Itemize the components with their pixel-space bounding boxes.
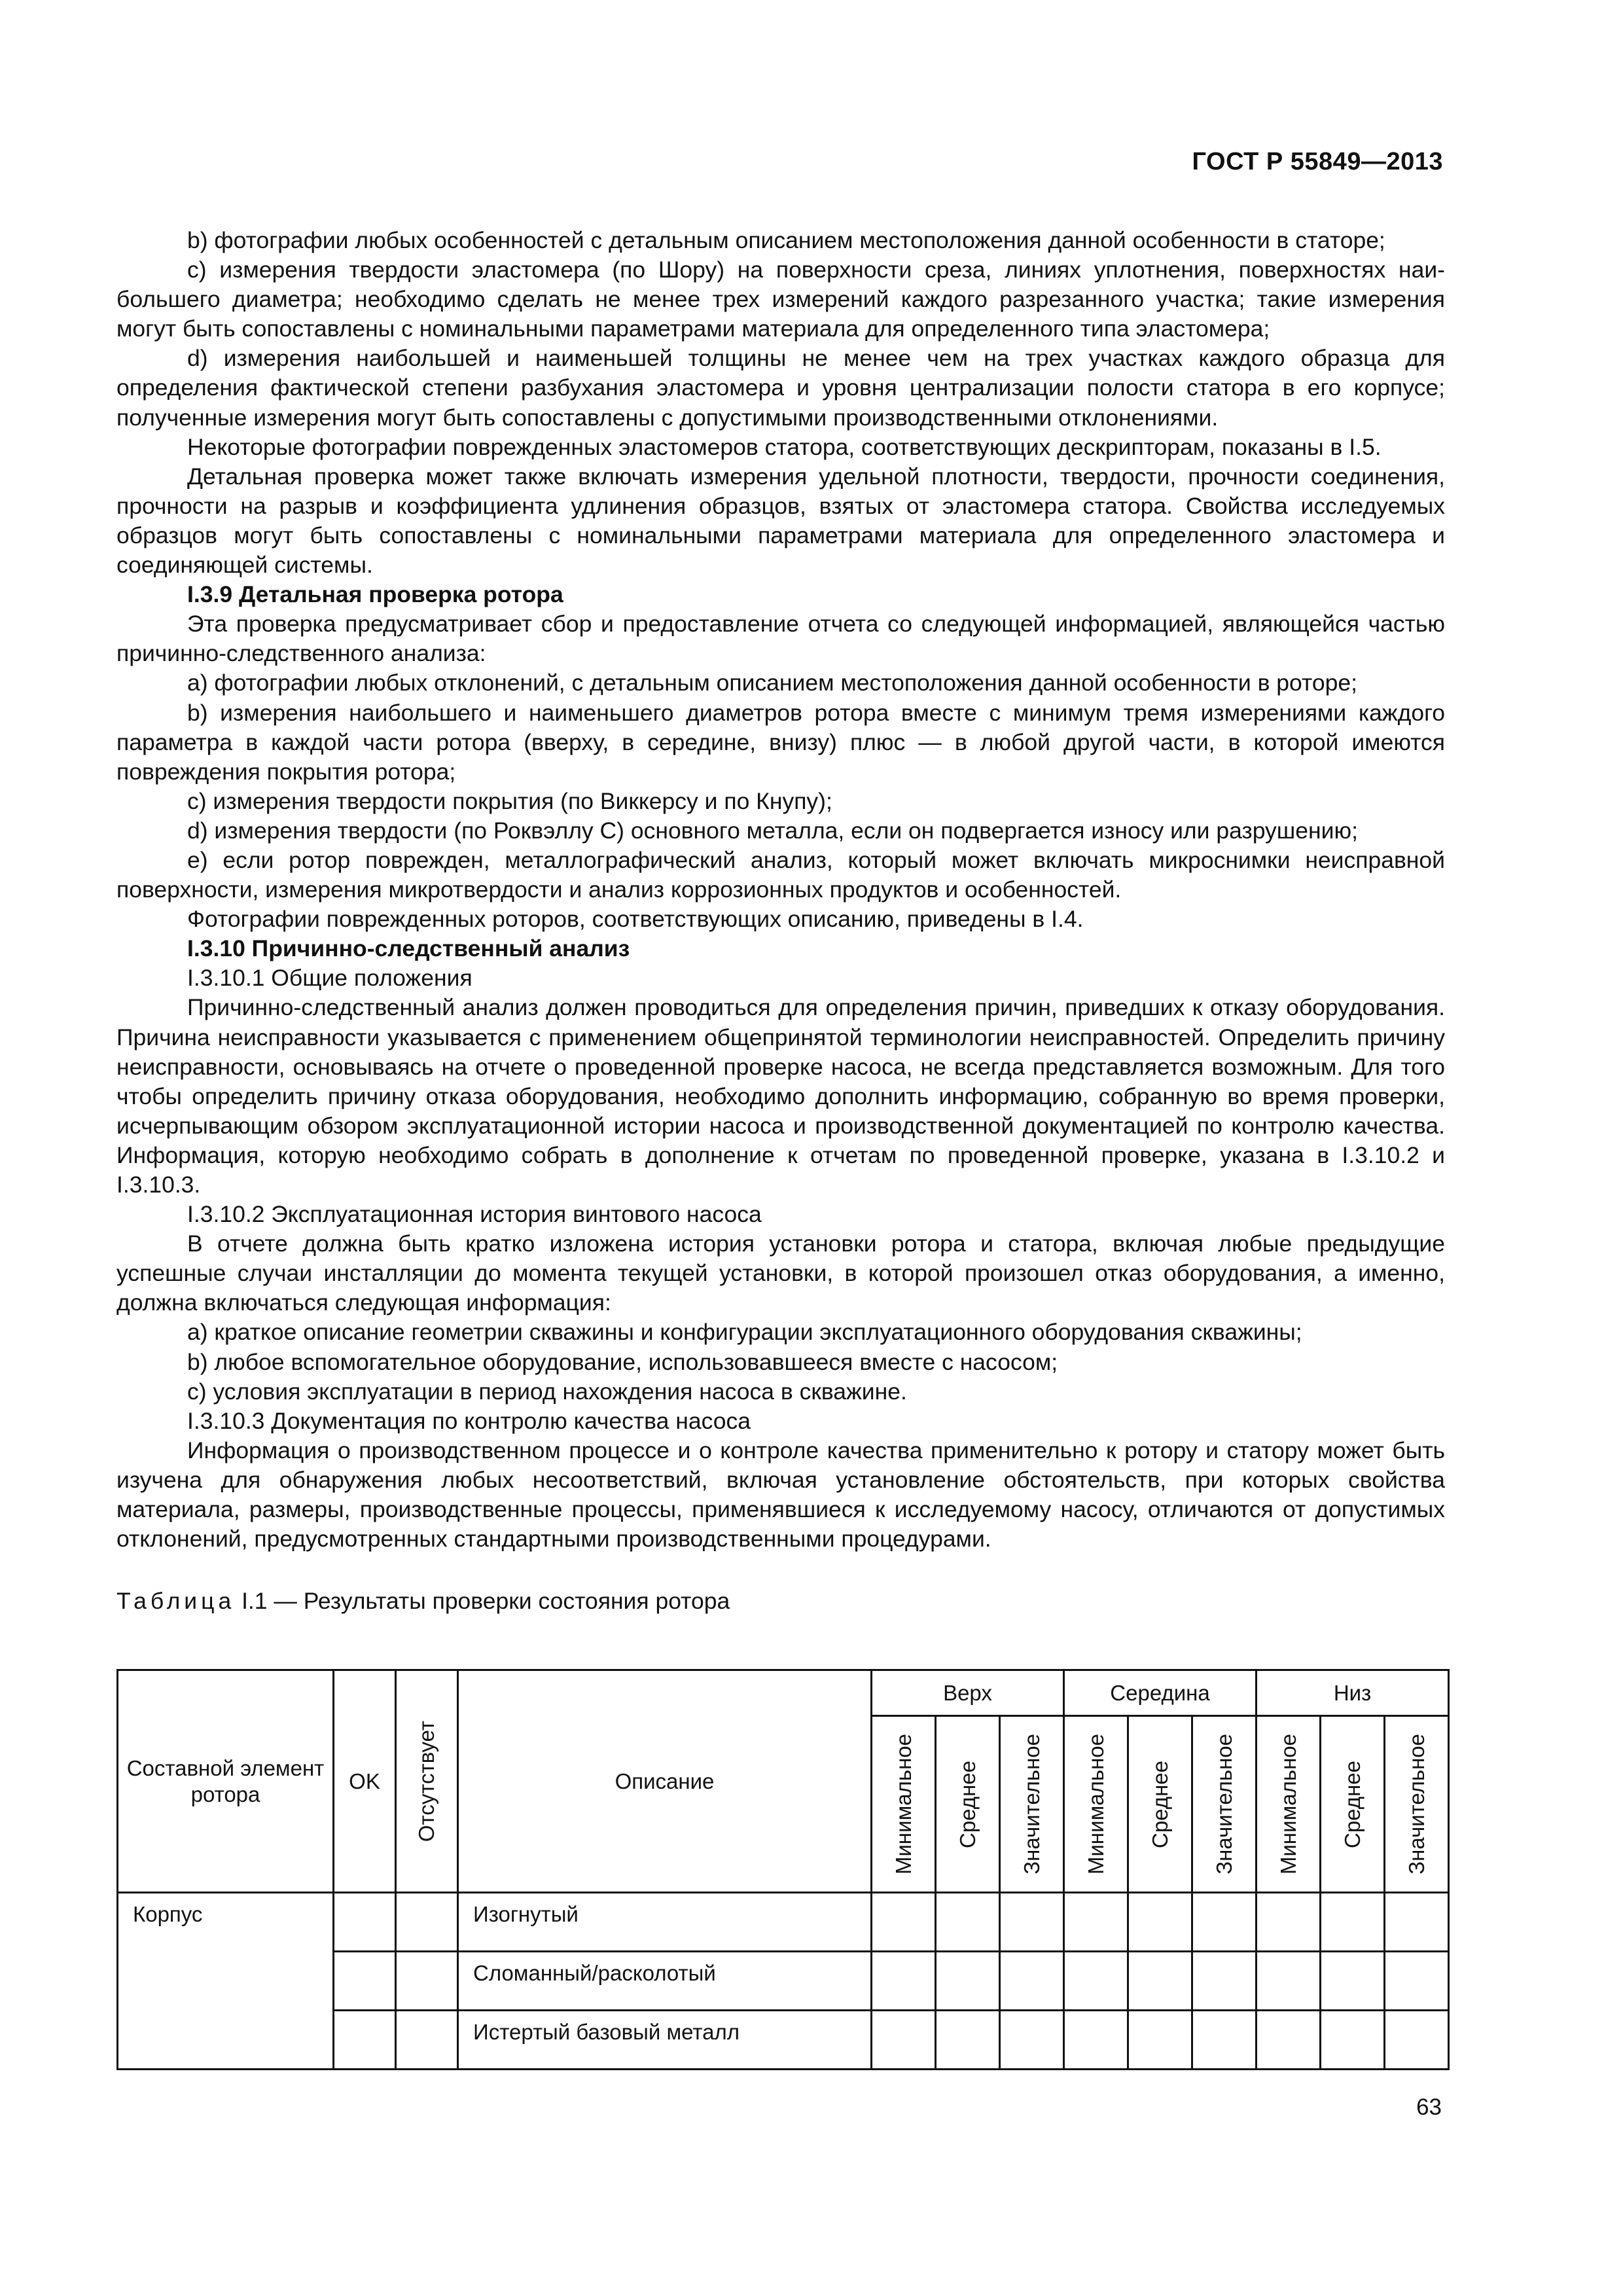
header-absent: Отсутствует	[396, 1670, 458, 1893]
paragraph: Эта проверка предусматривает сбор и предоставление отчета со следующей информацией, являющейся частью причинно-следственного анализа:	[116, 611, 1445, 667]
list-item: a) краткое описание геометрии скважины и конфигурации эксплуатационного оборудования скважины;	[187, 1319, 1302, 1346]
document-body	[116, 226, 1445, 1636]
paragraph: Детальная проверка может также включать измерения удельной плотности, твердости, прочности соединения, прочности на разрыв и коэффициента удлинения образцов, взятых от эластомера статора. Свойства исследуемых образцов могут быть сопоставлены с номинальными параметрами материала для определенного эластомера и соединяющей системы.	[116, 463, 1445, 579]
paragraph: b) фотографии любых особенностей с детальным описанием местоположения данной особенности в статоре;	[187, 227, 1385, 253]
description-cell: Изогнутый	[458, 1893, 872, 1952]
list-item: c) условия эксплуатации в период нахождения насоса в скважине.	[187, 1378, 907, 1405]
description-cell: Сломанный/расколотый	[458, 1952, 872, 2011]
header-top-average: Среднее	[936, 1716, 1000, 1893]
paragraph: В отчете должна быть кратко изложена история установки ротора и статора, включая любые предыдущие успешные случаи инсталляции до момента текущей установки, в которой произошел отказ оборудования, а именно, должна включаться следующая информация:	[116, 1230, 1445, 1316]
rotor-inspection-table	[116, 1669, 1450, 2070]
list-item: b) любое вспомогательное оборудование, использовавшееся вместе с насосом;	[187, 1348, 1058, 1375]
component-cell: Корпус	[118, 1893, 334, 2070]
paragraph: d) измерения наибольшей и наименьшей толщины не менее чем на трех участках каждого образца для определения фактической степени разбухания эластомера и уровня централизации полости статора в его корпусе; полученные измерения могут быть сопоставлены с допустимыми производственными отклонениями.	[116, 345, 1445, 431]
header-middle: Середина	[1064, 1670, 1257, 1716]
header-ok: OK	[334, 1670, 396, 1893]
list-item: e) если ротор поврежден, металлографический анализ, который может включать микроснимки неисправной поверхности, измерения микротвердости и анализ коррозионных продуктов и особенностей.	[116, 846, 1445, 903]
absent-cell	[396, 2011, 458, 2070]
header-bottom-significant: Значительное	[1385, 1716, 1449, 1893]
header-middle-significant: Значительное	[1192, 1716, 1257, 1893]
header-description: Описание	[458, 1670, 872, 1893]
table-caption-text: I.1 — Результаты проверки состояния ротора	[235, 1588, 730, 1615]
page-number: 63	[1416, 2094, 1442, 2120]
ok-cell	[334, 1952, 396, 2011]
header-top-minimal: Минимальное	[872, 1716, 936, 1893]
list-item: a) фотографии любых отклонений, с детальным описанием местоположения данной особенности в роторе;	[187, 670, 1357, 696]
section-heading: I.3.9 Детальная проверка ротора	[187, 581, 563, 608]
subsection-heading: I.3.10.2 Эксплуатационная история винтового насоса	[187, 1201, 762, 1228]
table-row	[118, 1893, 1449, 1952]
subsection-heading: I.3.10.3 Документация по контролю качества насоса	[187, 1407, 751, 1434]
paragraph: c) измерения твердости эластомера (по Шору) на поверхности среза, линиях уплотнения, поверхностях наибольшего диаметра; необходимо сделать не менее трех измерений каждого разрезанного участка; такие измерения могут быть сопоставлены с номинальными параметрами материала для определенного типа эластомера;	[116, 257, 1445, 342]
paragraph: Причинно-следственный анализ должен проводиться для определения причин, приведших к отказу оборудования. Причина неисправности указывается с применением общепринятой терминологии неисправностей. Определить причину неисправности, основываясь на отчете о проведенной проверке насоса, не всегда представляется возможным. Для того чтобы определить причину отказа оборудования, необходимо дополнить информацию, собранную во время проверки, исчерпывающим обзором эксплуатационной истории насоса и производственной документацией по контролю качества. Информация, которую необходимо собрать в дополнение к отчетам по проведенной проверке, указана в I.3.10.2 и I.3.10.3.	[116, 994, 1445, 1198]
absent-cell	[396, 1952, 458, 2011]
header-top-significant: Значительное	[1000, 1716, 1064, 1893]
header-bottom: Низ	[1257, 1670, 1449, 1716]
header-middle-minimal: Минимальное	[1064, 1716, 1128, 1893]
paragraph: Информация о производственном процессе и о контроле качества применительно к ротору и статору может быть изучена для обнаружения любых несоответствий, включая установление обстоятельств, при которых свойства материала, размеры, производственные процессы, применявшиеся к исследуемому насосу, отличаются от допустимых отклонений, предусмотренных стандартными производственными процедурами.	[116, 1437, 1445, 1552]
description-cell: Истертый базовый металл	[458, 2011, 872, 2070]
table-caption-label: Таблица	[116, 1588, 236, 1615]
list-item: b) измерения наибольшего и наименьшего диаметров ротора вместе с минимум тремя измерениями каждого параметра в каждой части ротора (вверху, в середине, внизу) плюс — в любой другой части, в которой имеются повреждения покрытия ротора;	[116, 699, 1445, 785]
table-caption	[116, 1587, 1445, 1616]
header-middle-average: Среднее	[1128, 1716, 1192, 1893]
paragraph: Некоторые фотографии поврежденных эластомеров статора, соответствующих дескрипторам, показаны в I.5.	[187, 433, 1382, 460]
header-bottom-minimal: Минимальное	[1257, 1716, 1321, 1893]
header-bottom-average: Среднее	[1321, 1716, 1385, 1893]
header-component: Составной элемент ротора	[118, 1670, 334, 1893]
document-code: ГОСТ Р 55849—2013	[1192, 148, 1443, 175]
section-heading: I.3.10 Причинно-следственный анализ	[187, 935, 630, 962]
list-item: d) измерения твердости (по Роквэллу С) основного металла, если он подвергается износу или разрушению;	[187, 817, 1358, 844]
ok-cell	[334, 2011, 396, 2070]
absent-cell	[396, 1893, 458, 1952]
paragraph: Фотографии поврежденных роторов, соответствующих описанию, приведены в I.4.	[187, 906, 1084, 933]
subsection-heading: I.3.10.1 Общие положения	[187, 965, 473, 992]
ok-cell	[334, 1893, 396, 1952]
header-top: Верх	[872, 1670, 1064, 1716]
list-item: c) измерения твердости покрытия (по Виккерсу и по Кнупу);	[187, 787, 832, 814]
